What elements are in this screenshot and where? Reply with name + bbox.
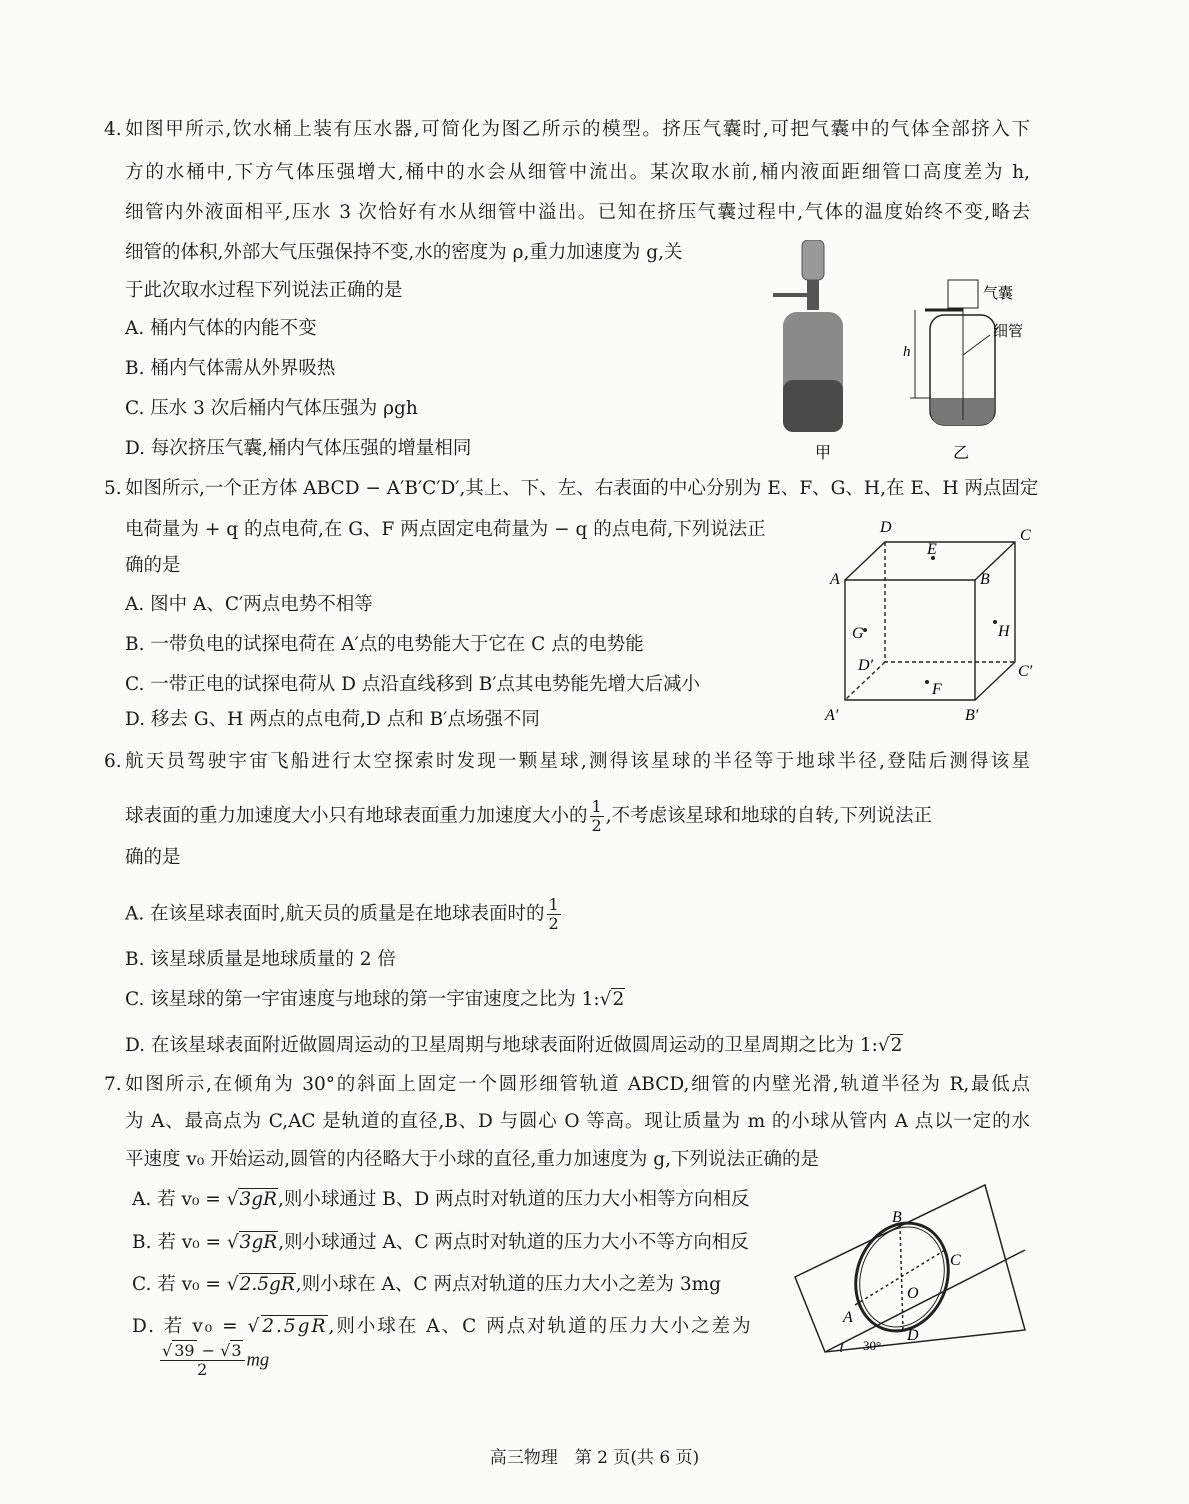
radicand: 39 <box>174 1341 195 1360</box>
q4-number: 4. <box>104 119 122 140</box>
q5-option-b: B. 一带负电的试探电荷在 A′点的电势能大于它在 C 点的电势能 <box>125 634 644 655</box>
q6-number: 6. <box>104 751 122 772</box>
q7-line: 为 A、最高点为 C,AC 是轨道的直径,B、D 与圆心 O 等高。现让质量为 m 的小球从管内 A 点以一定的水 <box>125 1111 1030 1132</box>
q6-line: 航天员驾驶宇宙飞船进行太空探索时发现一颗星球,测得该星球的半径等于地球半径,登陆后测得该星 <box>125 751 1030 772</box>
radicand: 3 <box>231 1341 242 1360</box>
radicand: 2 <box>612 989 625 1010</box>
q4-option-c: C. 压水 3 次后桶内气体压强为 ρgh <box>125 398 418 419</box>
label-O: O <box>907 1285 919 1302</box>
cube-figure <box>820 510 1050 730</box>
radicand: 3gR <box>239 1232 278 1253</box>
q6-text: ,不考虑该星球和地球的自转,下列说法正 <box>605 805 932 827</box>
label-F: F <box>932 681 942 698</box>
label-D: D <box>880 519 892 536</box>
option-text: B. 若 v₀ = <box>132 1232 227 1253</box>
label-E: E <box>927 541 937 558</box>
option-text: ,则小球在 A、C 两点对轨道的压力大小之差为 <box>328 1316 753 1337</box>
q5-option-c: C. 一带正电的试探电荷从 D 点沿直线移到 B′点其电势能先增大后减小 <box>125 674 701 695</box>
angle-label: 30° <box>863 1338 882 1353</box>
page-footer: 高三物理 第 2 页(共 6 页) <box>489 1448 700 1468</box>
denominator: 2 <box>548 914 559 933</box>
option-text: D. 若 v₀ = <box>132 1316 248 1337</box>
label-B-prime: B′ <box>965 707 979 724</box>
airbag-label: 气囊 <box>983 286 1014 302</box>
label-A: A <box>830 571 840 588</box>
label-C: C <box>950 1252 961 1269</box>
q7-option-c: C. 若 v₀ = √2.5gR,则小球在 A、C 两点对轨道的压力大小之差为 3mg <box>132 1274 721 1295</box>
option-text: ,则小球在 A、C 两点对轨道的压力大小之差为 3mg <box>295 1274 721 1295</box>
radicand: 2.5gR <box>262 1316 328 1337</box>
q4-line: 如图甲所示,饮水桶上装有压水器,可简化为图乙所示的模型。挤压气囊时,可把气囊中的气体全部挤入下 <box>125 119 1030 140</box>
label-B: B <box>980 571 990 588</box>
q6-option-b: B. 该星球质量是地球质量的 2 倍 <box>125 949 396 970</box>
tube-label: 细管 <box>993 324 1024 340</box>
q7-option-d: D. 若 v₀ = √2.5gR,则小球在 A、C 两点对轨道的压力大小之差为 <box>132 1316 753 1337</box>
radicand: 2 <box>890 1035 903 1056</box>
label-D-prime: D′ <box>858 657 874 674</box>
incline-track-figure <box>785 1180 1045 1390</box>
q4-option-a: A. 桶内气体的内能不变 <box>125 318 317 339</box>
fraction <box>160 1342 245 1379</box>
label-D: D <box>907 1327 919 1344</box>
option-text: ,则小球通过 B、D 两点时对轨道的压力大小相等方向相反 <box>277 1189 750 1210</box>
model-diagram <box>903 280 1023 425</box>
q5-line: 确的是 <box>125 555 181 576</box>
label-A: A <box>843 1309 853 1326</box>
q7-option-a: A. 若 v₀ = √3gR,则小球通过 B、D 两点时对轨道的压力大小相等方向相反 <box>132 1189 750 1210</box>
radicand: 2.5gR <box>239 1274 295 1295</box>
label-G: G <box>852 625 864 642</box>
numerator: 1 <box>591 797 602 816</box>
label-C: C <box>1020 527 1031 544</box>
q4-line: 细管内外液面相平,压水 3 次恰好有水从细管中溢出。已知在挤压气囊过程中,气体的温度始终不变,略去 <box>125 202 1030 223</box>
option-text: A. 在该星球表面时,航天员的质量是在地球表面时的 <box>125 903 545 925</box>
q7-option-b: B. 若 v₀ = √3gR,则小球通过 A、C 两点时对轨道的压力大小不等方向相反 <box>132 1232 749 1253</box>
q7-line: 如图所示,在倾角为 30°的斜面上固定一个圆形细管轨道 ABCD,细管的内壁光滑,轨道半径为 R,最低点 <box>125 1074 1030 1095</box>
q4-option-d: D. 每次挤压气囊,桶内气体压强的增量相同 <box>125 438 472 459</box>
q5-number: 5. <box>104 478 122 499</box>
numerator: √ 39 − √3 <box>160 1342 245 1361</box>
q6-line <box>125 798 1030 835</box>
water-bottle-photo <box>773 240 843 432</box>
option-text: ,则小球通过 A、C 两点时对轨道的压力大小不等方向相反 <box>278 1232 749 1253</box>
label-A-prime: A′ <box>825 707 839 724</box>
option-text: C. 该星球的第一宇宙速度与地球的第一宇宙速度之比为 1: <box>125 989 600 1010</box>
q5-option-a: A. 图中 A、C′两点电势不相等 <box>125 594 373 615</box>
radicand: 3gR <box>239 1189 277 1210</box>
q4-option-b: B. 桶内气体需从外界吸热 <box>125 358 336 379</box>
fraction-one-half <box>590 798 604 835</box>
option-text: C. 若 v₀ = <box>132 1274 227 1295</box>
numerator: 1 <box>548 895 559 914</box>
label-B: B <box>892 1209 902 1226</box>
q6-line: 确的是 <box>125 847 181 868</box>
q7-number: 7. <box>104 1074 122 1095</box>
q7-line: 平速度 v₀ 开始运动,圆管的内径略大于小球的直径,重力加速度为 g,下列说法正确的是 <box>125 1149 819 1170</box>
h-label: h <box>903 344 911 360</box>
q5-line: 如图所示,一个正方体 ABCD − A′B′C′D′,其上、下、左、右表面的中心分别为 E、F、G、H,在 E、H 两点固定 <box>125 478 1039 499</box>
q7-option-d-fraction <box>158 1342 269 1379</box>
denominator: 2 <box>197 1360 208 1379</box>
q6-text: 球表面的重力加速度大小只有地球表面重力加速度大小的 <box>125 805 588 827</box>
q6-option-c: C. 该星球的第一宇宙速度与地球的第一宇宙速度之比为 1:√2 <box>125 989 625 1010</box>
unit: mg <box>246 1350 270 1371</box>
q6-option-a <box>125 896 563 933</box>
option-text: A. 若 v₀ = <box>132 1189 227 1210</box>
figure-yi-label: 乙 <box>953 445 970 462</box>
q4-line: 于此次取水过程下列说法正确的是 <box>125 280 403 301</box>
q4-line: 细管的体积,外部大气压强保持不变,水的密度为 ρ,重力加速度为 g,关 <box>125 242 683 263</box>
minus: − <box>196 1341 221 1360</box>
q4-figure <box>765 240 1065 465</box>
figure-jia-label: 甲 <box>815 445 832 462</box>
q5-line: 电荷量为 + q 的点电荷,在 G、F 两点固定电荷量为 − q 的点电荷,下列说法正 <box>125 519 766 540</box>
denominator: 2 <box>591 816 602 835</box>
option-text: D. 在该星球表面附近做圆周运动的卫星周期与地球表面附近做圆周运动的卫星周期之比为 1: <box>125 1035 878 1056</box>
label-C-prime: C′ <box>1018 663 1033 680</box>
label-H: H <box>998 623 1010 640</box>
q5-option-d: D. 移去 G、H 两点的点电荷,D 点和 B′点场强不同 <box>125 709 540 730</box>
q6-option-d: D. 在该星球表面附近做圆周运动的卫星周期与地球表面附近做圆周运动的卫星周期之比为 1:√2 <box>125 1035 903 1056</box>
q4-line: 方的水桶中,下方气体压强增大,桶中的水会从细管中流出。某次取水前,桶内液面距细管口高度差为 h, <box>125 162 1030 183</box>
fraction-one-half <box>547 896 561 933</box>
